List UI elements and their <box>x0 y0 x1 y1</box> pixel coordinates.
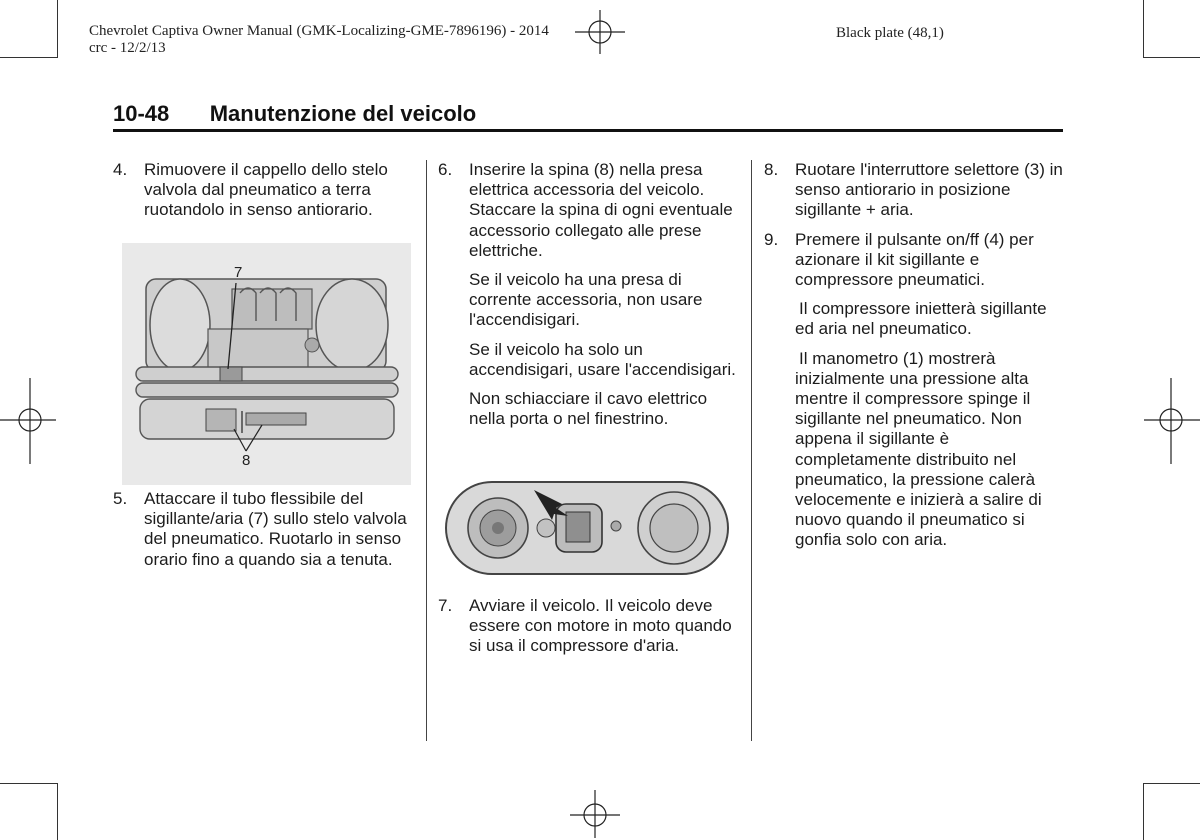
registration-mark-right <box>1144 378 1200 464</box>
step-5 <box>113 489 415 570</box>
step-number: 5. <box>113 489 128 508</box>
step-9 <box>764 230 1064 291</box>
step-text: Ruotare l'interruttore selettore (3) in senso antiorario in posizione sigillante + aria. <box>795 160 1063 220</box>
step-4 <box>113 160 415 221</box>
running-header-date: crc - 12/2/13 <box>89 40 166 56</box>
crop-mark-top-left-h <box>0 57 57 58</box>
crop-mark-top-left-v <box>57 0 58 58</box>
compressor-figure <box>122 243 411 485</box>
note-compressor-injects: Il compressore inietterà sigillante ed aria nel pneumatico. <box>795 299 1047 339</box>
step-number: 9. <box>764 229 779 249</box>
step-number: 6. <box>438 160 453 179</box>
step-text: Premere il pulsante on/ff (4) per azionare il kit sigillante e compressore pneumatici. <box>795 229 1034 290</box>
note-accessory-socket: Se il veicolo ha una presa di corrente accessoria, non usare l'accendisigari. <box>469 270 703 330</box>
crop-mark-bottom-right-v <box>1143 783 1144 840</box>
middle-column <box>438 160 738 438</box>
compressor-illustration <box>122 243 411 485</box>
middle-column-lower <box>438 596 738 666</box>
callout-8: 8 <box>242 452 251 469</box>
column-divider-1 <box>426 160 427 741</box>
crop-mark-bottom-right-h <box>1143 783 1200 784</box>
step-text: Rimuovere il cappello dello stelo valvola dal pneumatico a terra ruotandolo in senso antiorario. <box>144 160 388 220</box>
step-number: 7. <box>438 596 453 615</box>
crop-mark-top-right-v <box>1143 0 1144 58</box>
step-6 <box>438 160 738 261</box>
step-number: 8. <box>764 160 779 179</box>
step-8 <box>764 160 1064 221</box>
step-text: Inserire la spina (8) nella presa elettrica accessoria del veicolo. Staccare la spina di ogni eventuale accessorio collegato alle prese elettriche. <box>469 160 733 260</box>
section-number: 10-48 <box>113 101 170 126</box>
left-column-lower <box>113 489 415 579</box>
selector-switch-illustration <box>440 468 735 586</box>
registration-mark-bottom <box>570 790 620 838</box>
section-heading <box>113 101 1063 132</box>
step-text: Attaccare il tubo flessibile del sigillante/aria (7) sullo stelo valvola del pneumatico. Ruotarlo in senso orario fino a quando sia a tenuta. <box>144 489 407 569</box>
callout-7: 7 <box>234 264 243 281</box>
registration-mark-left <box>0 378 56 464</box>
crop-mark-bottom-left-h <box>0 783 57 784</box>
step-number: 4. <box>113 160 128 179</box>
column-divider-2 <box>751 160 752 741</box>
note-cable-caution: Non schiacciare il cavo elettrico nella porta o nel finestrino. <box>469 389 708 429</box>
crop-mark-top-right-h <box>1143 57 1200 58</box>
selector-switch-figure <box>440 468 735 586</box>
note-cigarette-lighter: Se il veicolo ha solo un accendisigari, usare l'accendisigari. <box>469 339 736 379</box>
crop-mark-bottom-left-v <box>57 783 58 840</box>
right-column <box>764 160 1064 560</box>
step-text: Avviare il veicolo. Il veicolo deve essere con motore in moto quando si usa il compressore d'aria. <box>469 596 732 656</box>
plate-label: Black plate (48,1) <box>836 25 944 41</box>
note-pressure-gauge: Il manometro (1) mostrerà inizialmente una pressione alta mentre il compressore spinge il sigillante nel pneumatico. Non appena il sigillante è completamente distribuito nel pneumatico, la pressione calerà velocemente e inizierà a salire di nuovo quando il pneumatico si gonfia solo con aria. <box>795 348 1042 550</box>
registration-mark-top <box>575 10 625 54</box>
running-header-title: Chevrolet Captiva Owner Manual (GMK-Localizing-GME-7896196) - 2014 <box>89 23 549 39</box>
left-column <box>113 160 415 230</box>
step-7 <box>438 596 738 657</box>
section-title: Manutenzione del veicolo <box>209 101 477 126</box>
